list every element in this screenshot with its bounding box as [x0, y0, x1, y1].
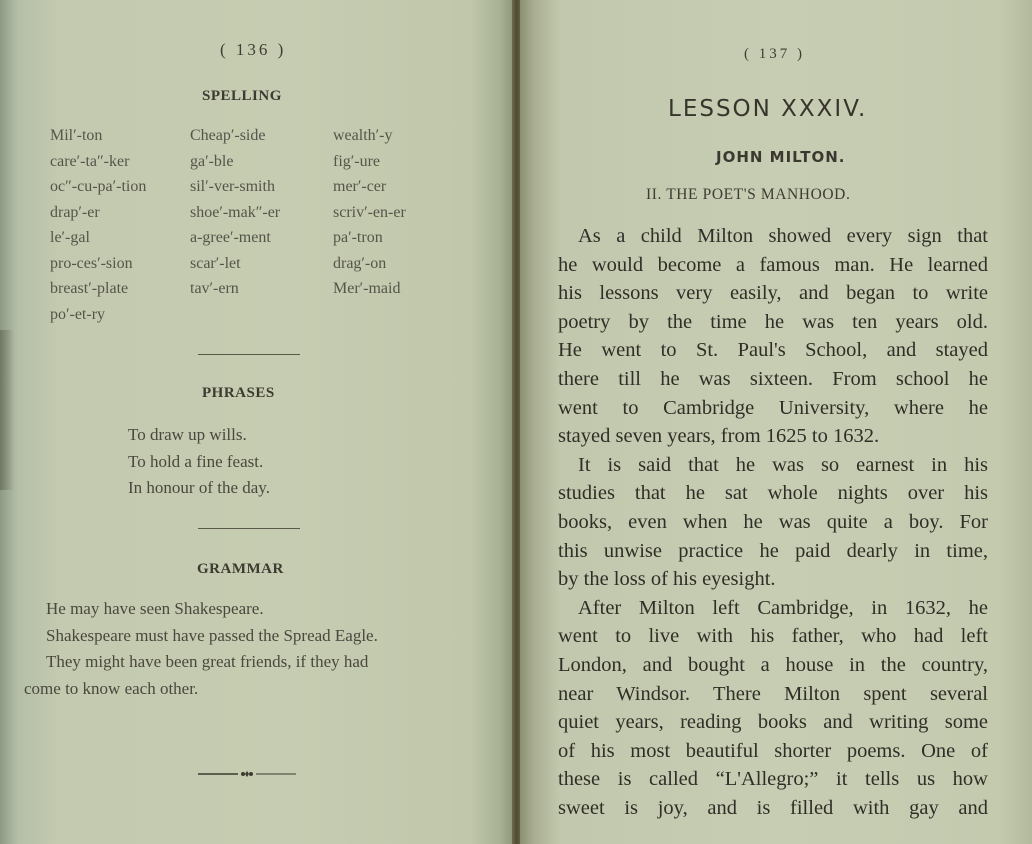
right-page	[520, 0, 1032, 844]
body-line: he would become a famous man. He learned	[558, 253, 988, 276]
spelling-word: Mer′-maid	[333, 280, 401, 297]
lesson-title: LESSON XXXIV.	[668, 96, 868, 122]
ornamental-rule-icon	[198, 767, 296, 781]
spelling-word: oc″-cu-pa′-tion	[50, 178, 147, 195]
spelling-column-3	[333, 123, 406, 302]
body-line: went to live with his father, who had left	[558, 625, 988, 648]
spelling-word: pa′-tron	[333, 229, 383, 246]
phrase-item: To draw up wills.	[128, 425, 247, 444]
grammar-line: They might have been great friends, if they had	[46, 652, 369, 671]
spelling-word: po′-et-ry	[50, 305, 106, 323]
body-line: It is said that he was so earnest in his	[578, 453, 988, 476]
spelling-word: ga′-ble	[190, 152, 234, 170]
body-line: these is called “L'Allegro;” it tells us how	[558, 768, 988, 791]
body-line: of his most beautiful shorter poems. One of	[558, 739, 988, 762]
page-edge-shadow	[0, 330, 14, 490]
spelling-column-2	[190, 123, 280, 302]
chapter-author: JOHN MILTON.	[716, 148, 846, 166]
body-line: stayed seven years, from 1625 to 1632.	[558, 425, 880, 448]
spelling-word: tav′-ern	[190, 280, 239, 297]
body-line: studies that he sat whole nights over his	[558, 482, 988, 505]
spelling-word: scar′-let	[190, 254, 241, 272]
spelling-word: drag′-on	[333, 254, 387, 272]
spelling-word: fig′-ure	[333, 152, 381, 170]
spelling-word: shoe′-mak″-er	[190, 203, 281, 221]
body-line: by the loss of his eyesight.	[558, 568, 776, 591]
lesson-body	[558, 222, 988, 822]
spelling-word: mer′-cer	[333, 178, 387, 195]
spelling-word: sil′-ver-smith	[190, 178, 275, 195]
page-number-right: ( 137 )	[744, 46, 805, 62]
spelling-column-1	[50, 123, 146, 327]
section-divider	[198, 528, 300, 529]
section-divider	[198, 354, 300, 355]
spelling-word: pro-ces′-sion	[50, 254, 133, 272]
grammar-heading: GRAMMAR	[197, 561, 284, 577]
body-line: his lessons very easily, and began to write	[558, 282, 988, 305]
body-line: there till he was sixteen. From school he	[558, 367, 988, 390]
spelling-heading: SPELLING	[202, 88, 282, 104]
grammar-line: come to know each other.	[24, 678, 199, 698]
body-line: sweet is joy, and is filled with gay and	[558, 796, 988, 819]
spelling-word: Cheap′-side	[190, 127, 266, 144]
spelling-word: wealth′-y	[333, 127, 393, 144]
grammar-line: Shakespeare must have passed the Spread Eagle.	[46, 625, 378, 645]
spelling-word: drap′-er	[50, 203, 100, 221]
body-line: As a child Milton showed every sign that	[578, 225, 988, 247]
left-page	[0, 0, 514, 844]
body-line: quiet years, reading books and writing some	[558, 711, 988, 734]
spelling-word: scriv′-en-er	[333, 203, 406, 221]
body-line: went to Cambridge University, where he	[558, 396, 988, 419]
spelling-word: Mil′-ton	[50, 127, 103, 144]
phrase-item: To hold a fine feast.	[128, 451, 264, 471]
body-line: books, even when he was quite a boy. For	[558, 510, 988, 533]
spelling-word: breast′-plate	[50, 280, 129, 297]
grammar-examples	[24, 596, 378, 702]
body-line: near Windsor. There Milton spent several	[558, 682, 988, 705]
body-line: this unwise practice he paid dearly in time,	[558, 539, 988, 562]
spelling-word: le′-gal	[50, 229, 90, 246]
body-line: London, and bought a house in the country,	[558, 653, 988, 676]
phrases-heading: PHRASES	[202, 385, 275, 401]
grammar-line: He may have seen Shakespeare.	[46, 599, 264, 618]
body-line: After Milton left Cambridge, in 1632, he	[578, 596, 988, 619]
body-line: He went to St. Paul's School, and stayed	[558, 339, 988, 362]
phrase-item: In honour of the day.	[128, 478, 270, 497]
spelling-word: care′-ta″-ker	[50, 152, 130, 170]
page-number-left: ( 136 )	[220, 40, 287, 59]
chapter-subtitle: II. THE POET'S MANHOOD.	[646, 186, 851, 203]
phrases-list	[128, 422, 270, 502]
spelling-word: a-gree′-ment	[190, 229, 271, 246]
body-line: poetry by the time he was ten years old.	[558, 310, 988, 333]
